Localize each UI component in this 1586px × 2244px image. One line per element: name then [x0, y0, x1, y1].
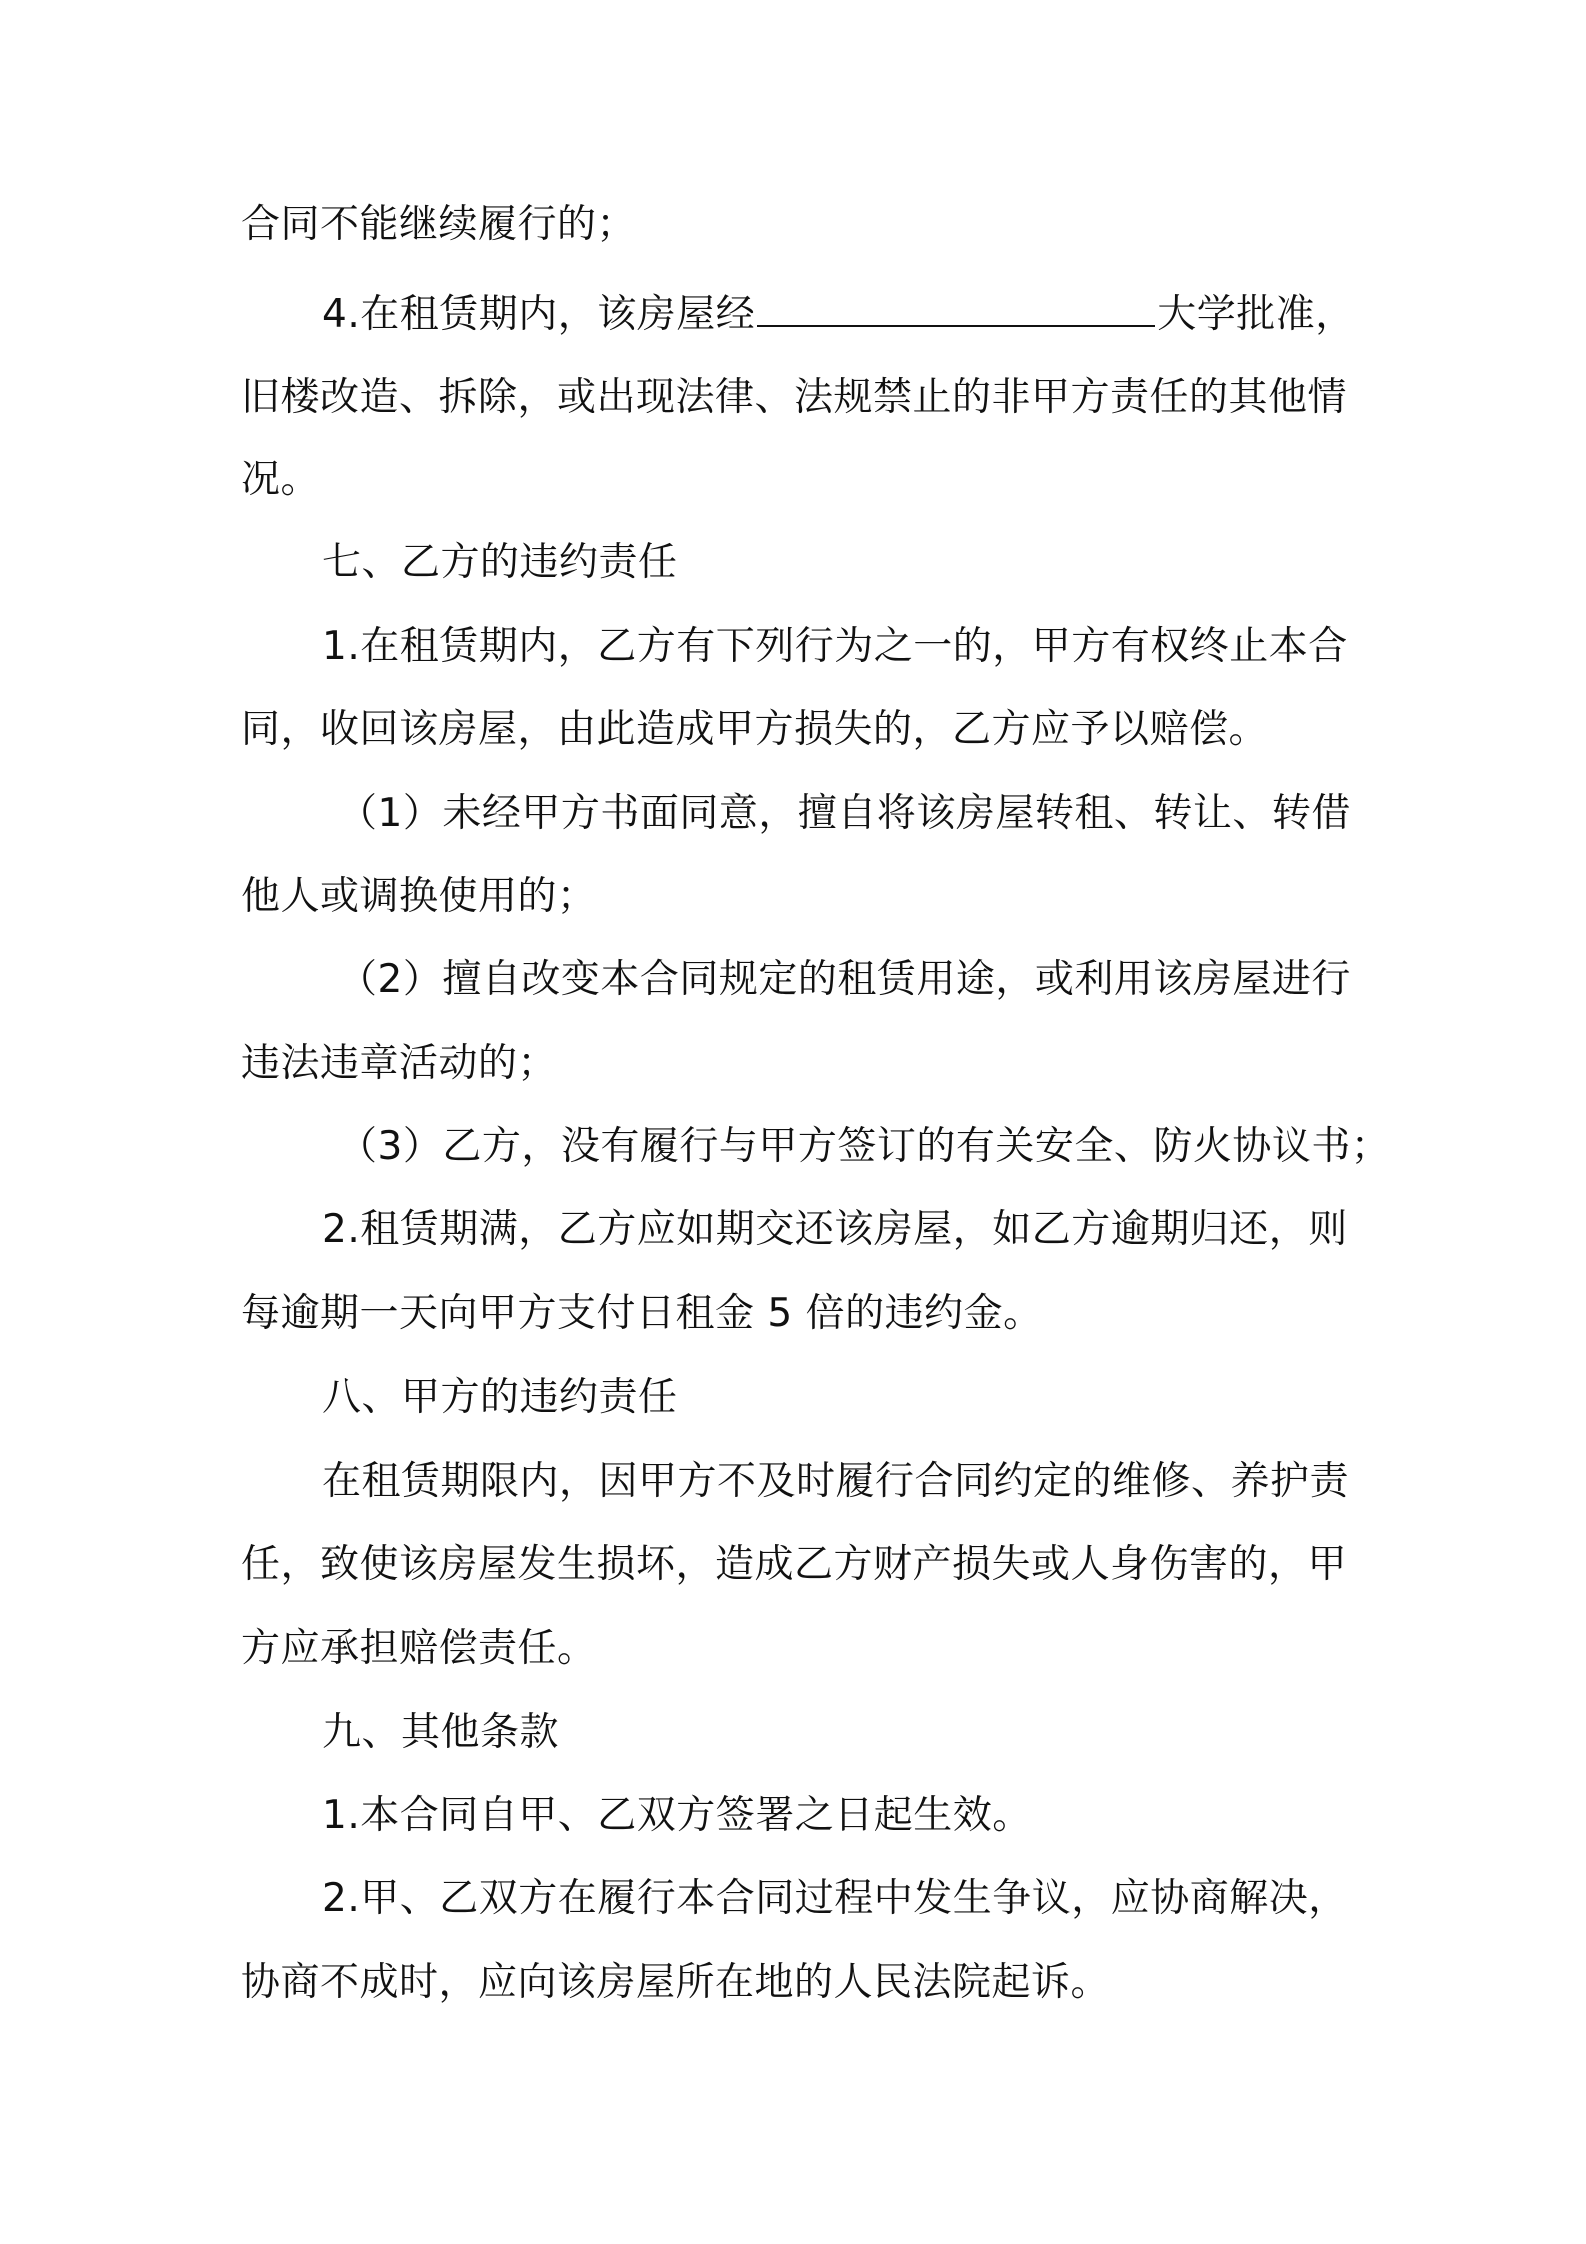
- text-line: 每逾期一天向甲方支付日租金 5 倍的违约金。: [241, 1291, 1043, 1336]
- text-line: （3）乙方，没有履行与甲方签订的有关安全、防火协议书；: [338, 1124, 1391, 1169]
- text-line: 他人或调换使用的；: [241, 874, 597, 919]
- text-line: 违法违章活动的；: [241, 1041, 558, 1086]
- text-line: （2）擅自改变本合同规定的租赁用途，或利用该房屋进行: [338, 957, 1351, 1002]
- text-line: 协商不成时，应向该房屋所在地的人民法院起诉。: [241, 1960, 1111, 2005]
- section-heading: 九、其他条款: [322, 1710, 560, 1755]
- fill-in-blank: [757, 293, 1155, 327]
- text-fragment: 4.在租赁期内，该房屋经: [322, 292, 756, 337]
- text-line-with-blank: [322, 290, 1355, 340]
- text-line: 1.在租赁期内，乙方有下列行为之一的，甲方有权终止本合: [322, 624, 1348, 669]
- text-line: 方应承担赔偿责任。: [241, 1626, 597, 1671]
- text-line: 2.甲、乙双方在履行本合同过程中发生争议，应协商解决，: [322, 1876, 1348, 1921]
- text-line: 在租赁期限内，因甲方不及时履行合同约定的维修、养护责: [322, 1459, 1350, 1504]
- text-line: 1.本合同自甲、乙双方签署之日起生效。: [322, 1793, 1032, 1838]
- text-line: 旧楼改造、拆除，或出现法律、法规禁止的非甲方责任的其他情: [241, 375, 1348, 420]
- text-fragment: 大学批准，: [1157, 292, 1355, 337]
- text-line: 同，收回该房屋，由此造成甲方损失的，乙方应予以赔偿。: [241, 707, 1269, 752]
- text-line: 况。: [241, 457, 321, 502]
- section-heading: 七、乙方的违约责任: [322, 540, 678, 585]
- text-line: 合同不能继续履行的；: [241, 202, 637, 247]
- text-line: 任，致使该房屋发生损坏，造成乙方财产损失或人身伤害的，甲: [241, 1542, 1348, 1587]
- text-line: 2.租赁期满，乙方应如期交还该房屋，如乙方逾期归还，则: [322, 1207, 1348, 1252]
- section-heading: 八、甲方的违约责任: [322, 1375, 678, 1420]
- text-line: （1）未经甲方书面同意，擅自将该房屋转租、转让、转借: [338, 791, 1351, 836]
